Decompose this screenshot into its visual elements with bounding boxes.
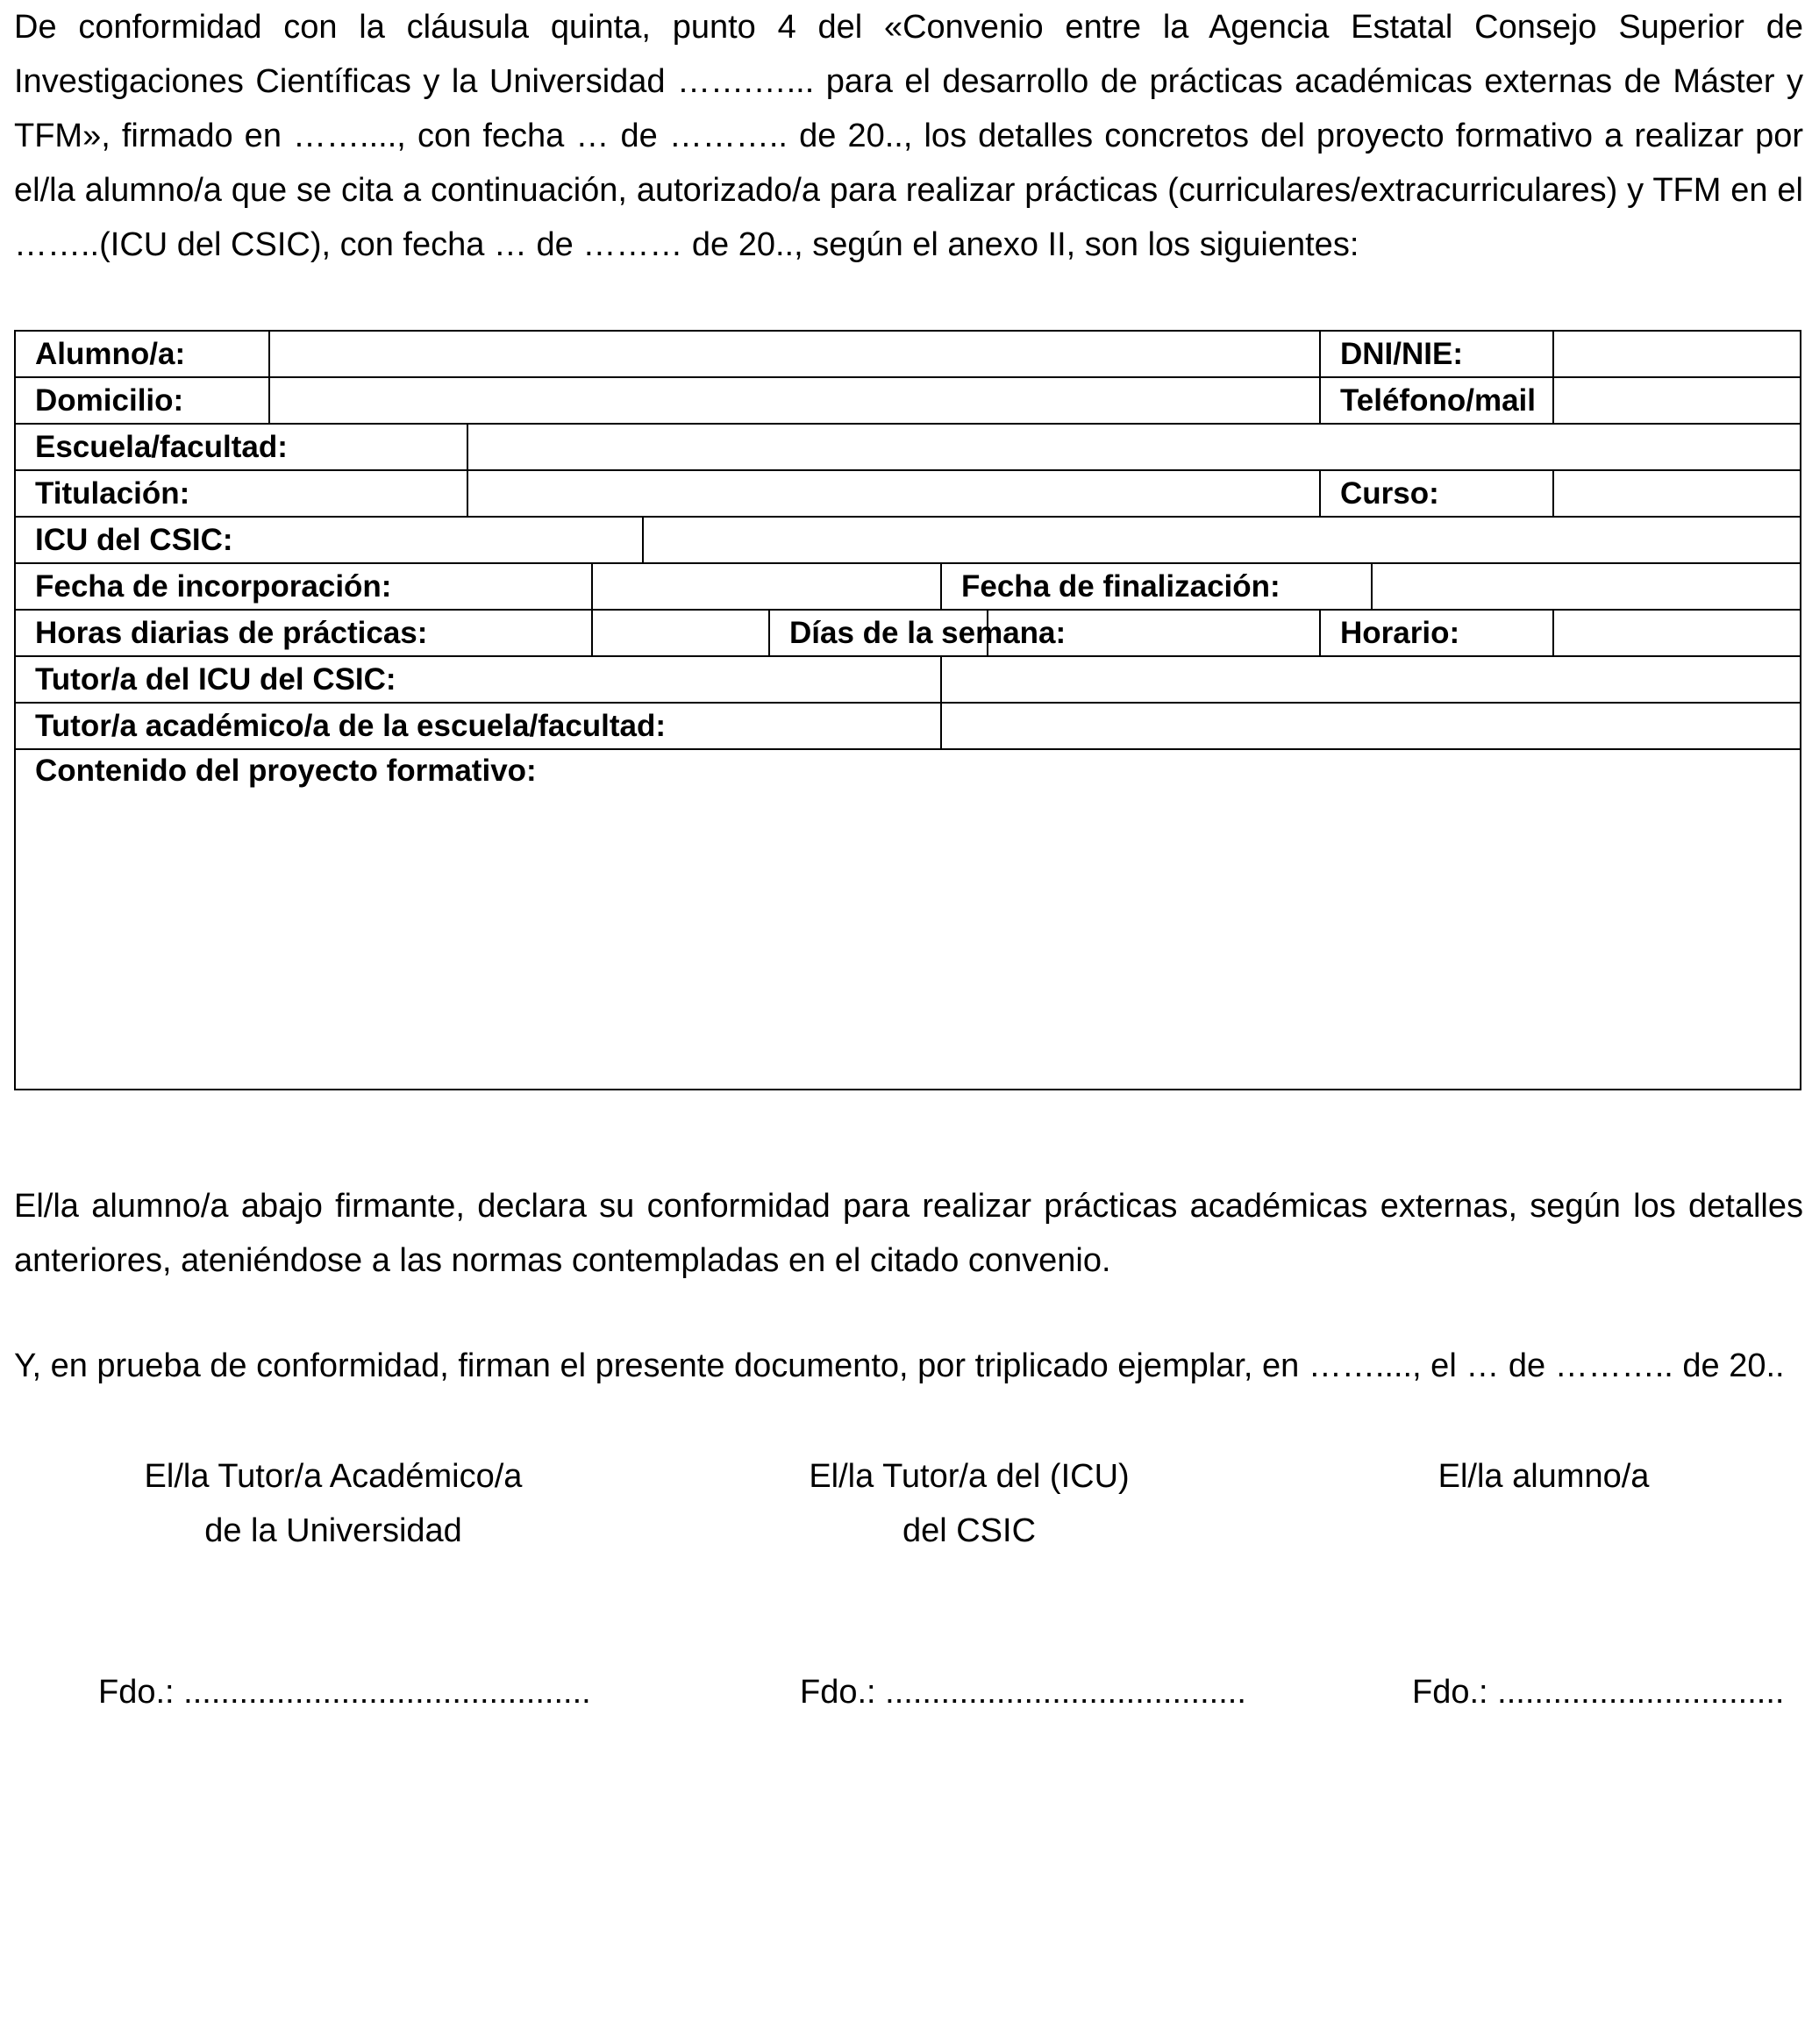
- domicilio-field[interactable]: [269, 377, 1320, 424]
- signature-student-title: El/la alumno/a: [1437, 1458, 1650, 1495]
- signature-line-academic-tutor[interactable]: Fdo.: ............................................: [98, 1674, 591, 1711]
- icu-field[interactable]: [643, 517, 1801, 563]
- form-row-escuela: [15, 424, 1801, 470]
- telefono-field[interactable]: [1553, 377, 1801, 424]
- escuela-field[interactable]: [467, 424, 1801, 470]
- horario-label: Horario:: [1320, 610, 1553, 656]
- signature-academic-tutor-subtitle: de la Universidad: [204, 1512, 462, 1549]
- form-row-domicilio: [15, 377, 1801, 424]
- signature-academic-tutor-title: El/la Tutor/a Académico/a: [144, 1458, 523, 1495]
- form-row-alumno: [15, 331, 1801, 377]
- titulacion-field[interactable]: [467, 470, 1320, 517]
- signature-icu-tutor-title: El/la Tutor/a del (ICU): [809, 1458, 1130, 1495]
- fecha-incorporacion-label: Fecha de incorporación:: [15, 563, 592, 610]
- signature-line-icu-tutor[interactable]: Fdo.: .......................................: [800, 1674, 1246, 1711]
- signature-icu-tutor: [772, 1449, 1166, 1558]
- fecha-finalizacion-field[interactable]: [1372, 563, 1801, 610]
- form-row-icu: [15, 517, 1801, 563]
- form-row-titulacion: [15, 470, 1801, 517]
- fecha-finalizacion-label: Fecha de finalización:: [941, 563, 1372, 610]
- tutor-icu-label: Tutor/a del ICU del CSIC:: [15, 656, 941, 703]
- telefono-label: Teléfono/mail: [1320, 377, 1553, 424]
- curso-label: Curso:: [1320, 470, 1553, 517]
- fecha-incorporacion-field[interactable]: [592, 563, 941, 610]
- titulacion-label: Titulación:: [15, 470, 467, 517]
- tutor-icu-field[interactable]: [941, 656, 1801, 703]
- curso-field[interactable]: [1553, 470, 1801, 517]
- form-row-contenido: [15, 749, 1801, 1090]
- alumno-label: Alumno/a:: [15, 331, 269, 377]
- form-row-tutor-academico: [15, 703, 1801, 749]
- tutor-academico-label: Tutor/a académico/a de la escuela/facultad:: [15, 703, 941, 749]
- signature-icu-tutor-subtitle: del CSIC: [902, 1512, 1037, 1549]
- proof-paragraph: Y, en prueba de conformidad, firman el presente documento, por triplicado ejemplar, en ……...., el … de ……….. de 20..: [14, 1347, 1785, 1384]
- intro-paragraph: De conformidad con la cláusula quinta, punto 4 del «Convenio entre la Agencia Estatal Consejo Superior de Investigaciones Científicas y la Universidad …….…... para el desarrollo de prácticas académicas externas de Máster y TFM», firmado en ……...., con fecha … de ……….. de 20.., los detalles concretos del proyecto formativo a realizar por el/la alumno/a que se cita a continuación, autorizado/a para realizar prácticas (curriculares/extracurriculares) y TFM en el ……..(ICU del CSIC), con fecha … de ……… de 20.., según el anexo II, son los siguientes:: [14, 9, 1803, 263]
- dni-field[interactable]: [1553, 331, 1801, 377]
- dias-semana-label: Días de la semana:: [769, 610, 988, 656]
- tutor-academico-field[interactable]: [941, 703, 1801, 749]
- signature-student: [1377, 1449, 1710, 1504]
- signature-academic-tutor: [123, 1449, 544, 1558]
- contenido-field[interactable]: [15, 749, 1801, 1090]
- contenido-label: Contenido del proyecto formativo:: [35, 754, 537, 788]
- domicilio-label: Domicilio:: [15, 377, 269, 424]
- alumno-field[interactable]: [269, 331, 1320, 377]
- declaration-paragraph: El/la alumno/a abajo firmante, declara su conformidad para realizar prácticas académicas externas, según los detalles anteriores, ateniéndose a las normas contempladas en el citado convenio.: [14, 1188, 1803, 1279]
- horario-field[interactable]: [1553, 610, 1801, 656]
- dni-label: DNI/NIE:: [1320, 331, 1553, 377]
- form-row-horas: [15, 610, 1801, 656]
- student-details-form: [14, 330, 1801, 1090]
- escuela-label: Escuela/facultad:: [15, 424, 467, 470]
- signature-line-student[interactable]: Fdo.: ...............................: [1412, 1674, 1785, 1711]
- form-row-tutor-icu: [15, 656, 1801, 703]
- horas-diarias-field[interactable]: [592, 610, 769, 656]
- horas-diarias-label: Horas diarias de prácticas:: [15, 610, 592, 656]
- form-row-fechas: [15, 563, 1801, 610]
- icu-label: ICU del CSIC:: [15, 517, 643, 563]
